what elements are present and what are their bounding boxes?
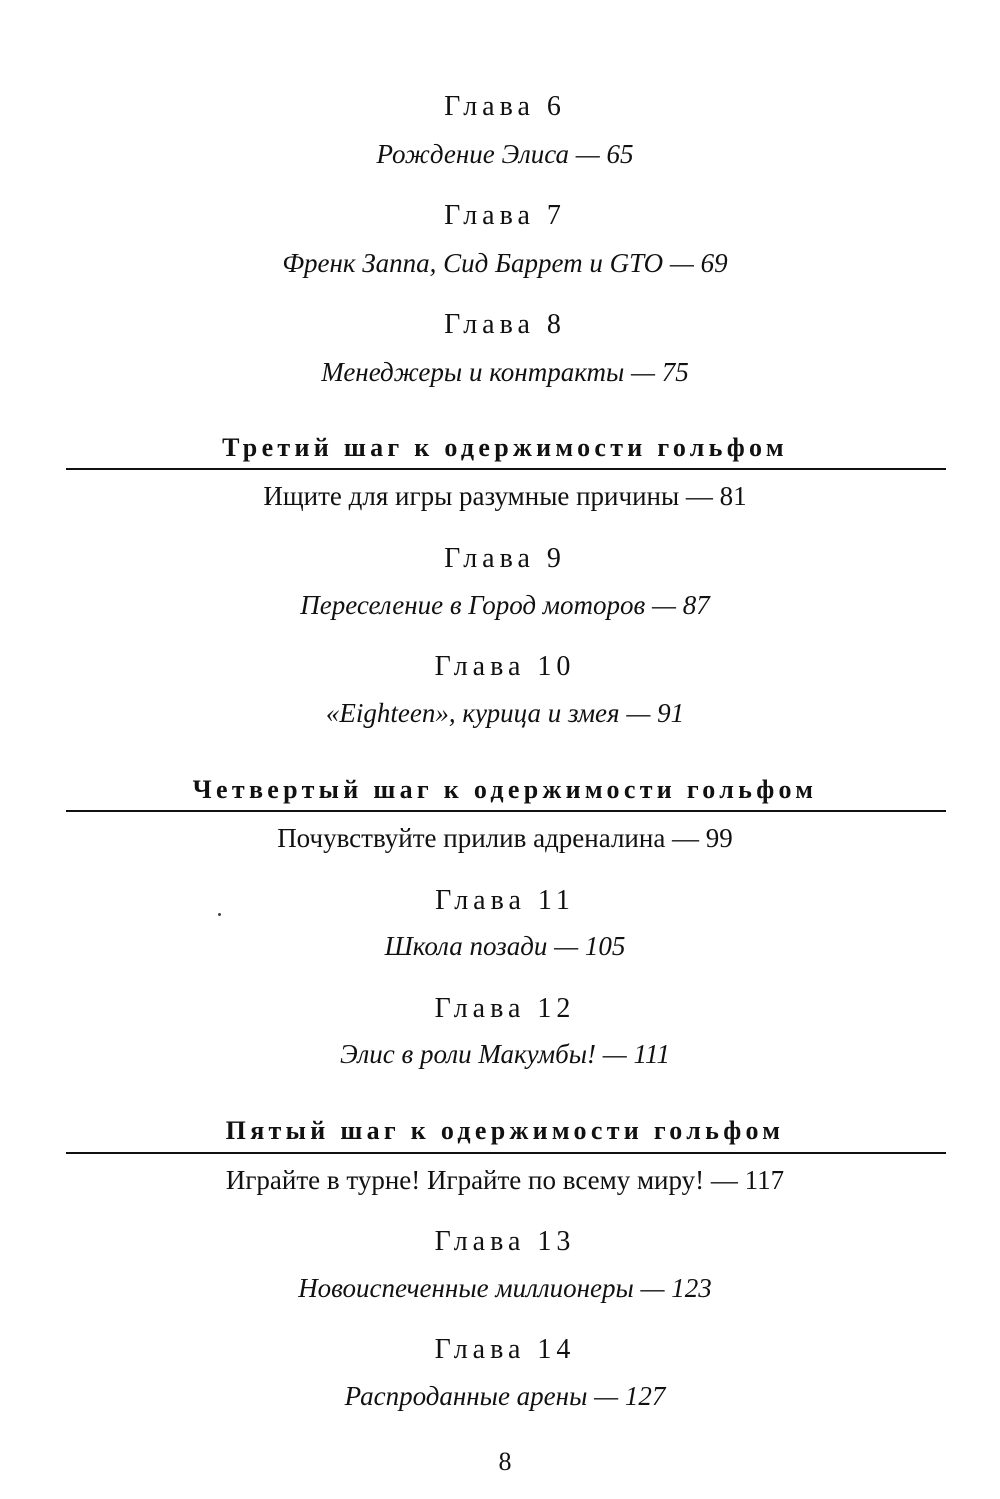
step-4-subtitle: Почувствуйте прилив адреналина — 99 — [277, 823, 733, 853]
chapter-10-title: «Eighteen», курица и змея — 91 — [325, 698, 685, 728]
chapter-9-title: Переселение в Город моторов — 87 — [300, 590, 710, 620]
chapter-9-label: Глава 9 — [444, 543, 566, 574]
step-5-subtitle: Играйте в турне! Играйте по всему миру! — 117 — [225, 1165, 785, 1195]
chapter-13-label: Глава 13 — [434, 1226, 576, 1257]
chapter-13-title: Новоиспеченные миллионеры — 123 — [298, 1273, 712, 1303]
page-number: 8 — [498, 1447, 512, 1476]
chapter-10-label: Глава 10 — [434, 651, 576, 682]
chapter-12-label: Глава 12 — [434, 993, 576, 1024]
chapter-12-title: Элис в роли Макумбы! — 111 — [340, 1039, 670, 1069]
step-5-heading: Пятый шаг к одержимости гольфом — [225, 1116, 785, 1145]
chapter-7-title: Френк Заппа, Сид Баррет и GTO — 69 — [282, 248, 728, 278]
step-4-heading: Четвертый шаг к одержимости гольфом — [192, 775, 818, 804]
chapter-14-title: Распроданные арены — 127 — [344, 1381, 666, 1411]
step-5-rule — [66, 1152, 946, 1154]
step-3-rule — [66, 468, 946, 470]
chapter-6-title: Рождение Элиса — 65 — [376, 139, 634, 169]
chapter-6-label: Глава 6 — [444, 91, 566, 122]
chapter-8-title: Менеджеры и контракты — 75 — [321, 357, 689, 387]
chapter-11-title: Школа позади — 105 — [384, 931, 626, 961]
chapter-11-label: Глава 11 — [435, 885, 575, 916]
chapter-7-label: Глава 7 — [444, 200, 566, 231]
step-4-rule — [66, 810, 946, 812]
chapter-14-label: Глава 14 — [434, 1334, 576, 1365]
step-3-heading: Третий шаг к одержимости гольфом — [222, 433, 788, 462]
step-3-subtitle: Ищите для игры разумные причины — 81 — [263, 481, 747, 511]
chapter-8-label: Глава 8 — [444, 309, 566, 340]
